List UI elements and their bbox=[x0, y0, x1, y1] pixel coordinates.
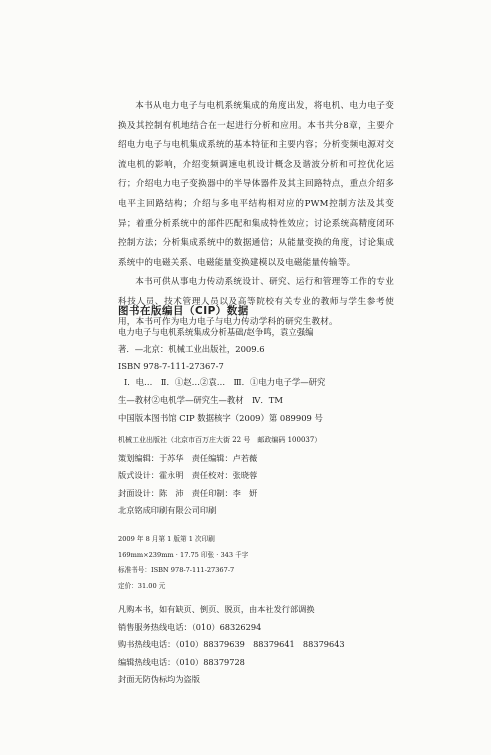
publisher-address: 机械工业出版社（北京市百万庄大街 22 号 邮政编码 100037） bbox=[118, 436, 322, 444]
publisher-info bbox=[118, 432, 418, 520]
anti-counterfeit-notice: 封面无防伪标均为盗版 bbox=[118, 674, 200, 684]
format-info: 169mm×239mm · 17.75 印张 · 343 千字 bbox=[118, 550, 249, 559]
edition-info: 2009 年 8 月第 1 版第 1 次印刷 bbox=[118, 535, 215, 543]
price: 定价：31.00 元 bbox=[118, 581, 166, 590]
planning-editor: 策划编辑：于苏华 责任编辑：卢若薇 bbox=[118, 452, 258, 463]
print-info bbox=[118, 532, 378, 594]
cip-heading: 图书在版编目（CIP）数据 bbox=[118, 305, 249, 317]
service-info bbox=[118, 601, 398, 689]
cip-class-line-2: 生—教材②电机学—研究生—教材 Ⅳ．TM bbox=[118, 395, 283, 405]
standard-isbn: 标准书号：ISBN 978-7-111-27367-7 bbox=[118, 566, 235, 574]
cip-line-1: 电力电子与电机系统集成分析基础/赵争鸣，袁立强编 bbox=[118, 327, 314, 337]
cip-line-2: 著．—北京：机械工业出版社，2009.6 bbox=[118, 344, 265, 354]
return-notice: 凡购本书，如有缺页、倒页、脱页，由本社发行部调换 bbox=[118, 604, 315, 614]
cover-designer: 封面设计：陈 沛 责任印制：李 妍 bbox=[118, 487, 258, 498]
cip-record bbox=[118, 324, 400, 375]
cip-classification bbox=[118, 373, 400, 409]
cip-data-number: 中国版本图书馆 CIP 数据核字（2009）第 089909 号 bbox=[118, 413, 323, 423]
cip-class-line-1: Ⅰ．电… Ⅱ．①赵…②袁… Ⅲ．①电力电子学—研究 bbox=[124, 377, 326, 387]
cip-isbn: ISBN 978-7-111-27367-7 bbox=[118, 361, 224, 371]
abstract-paragraph-1: 本书从电力电子与电机系统集成的角度出发，将电机、电力电子变换及其控制有机地结合在一起进行分析和应用。本书共分8章，主要介绍电力电子与电机集成系统的基本特征和主要内容；分析变频电源对交流电机的影响，介绍变频调速电机设计概念及谐波分析和可控优化运行；介绍电力电子变换器中的半导体器件及其主回路特点，重点介绍多电平主回路结构；介绍与多电平结构相对应的PWM控制方法及其变异；着重分析系统中的部件匹配和集成特性效应；讨论系统高精度闭环控制方法；分析集成系统中的数据通信；从能量变换的角度，讨论集成系统中的电磁关系、电磁能量变换建模以及电磁能量传输等。 bbox=[118, 101, 394, 268]
purchase-hotline: 购书热线电话：（010）88379639 88379641 88379643 bbox=[118, 639, 345, 649]
editorial-hotline: 编辑热线电话：（010）88379728 bbox=[118, 656, 245, 667]
abstract-paragraph-2: 本书可供从事电力传动系统设计、研究、运行和管理等工作的专业科技人员、技术管理人员以及高等院校有关专业的教师与学生参考使用，本书可作为电力电子与电力传动学科的研究生教材。 bbox=[118, 277, 394, 327]
printer-name: 北京铭成印刷有限公司印刷 bbox=[118, 505, 217, 515]
book-abstract bbox=[118, 97, 394, 332]
layout-designer: 版式设计：霍永明 责任校对：张晓蓉 bbox=[118, 470, 258, 480]
sales-hotline: 销售服务热线电话：（010）68326294 bbox=[118, 621, 262, 632]
